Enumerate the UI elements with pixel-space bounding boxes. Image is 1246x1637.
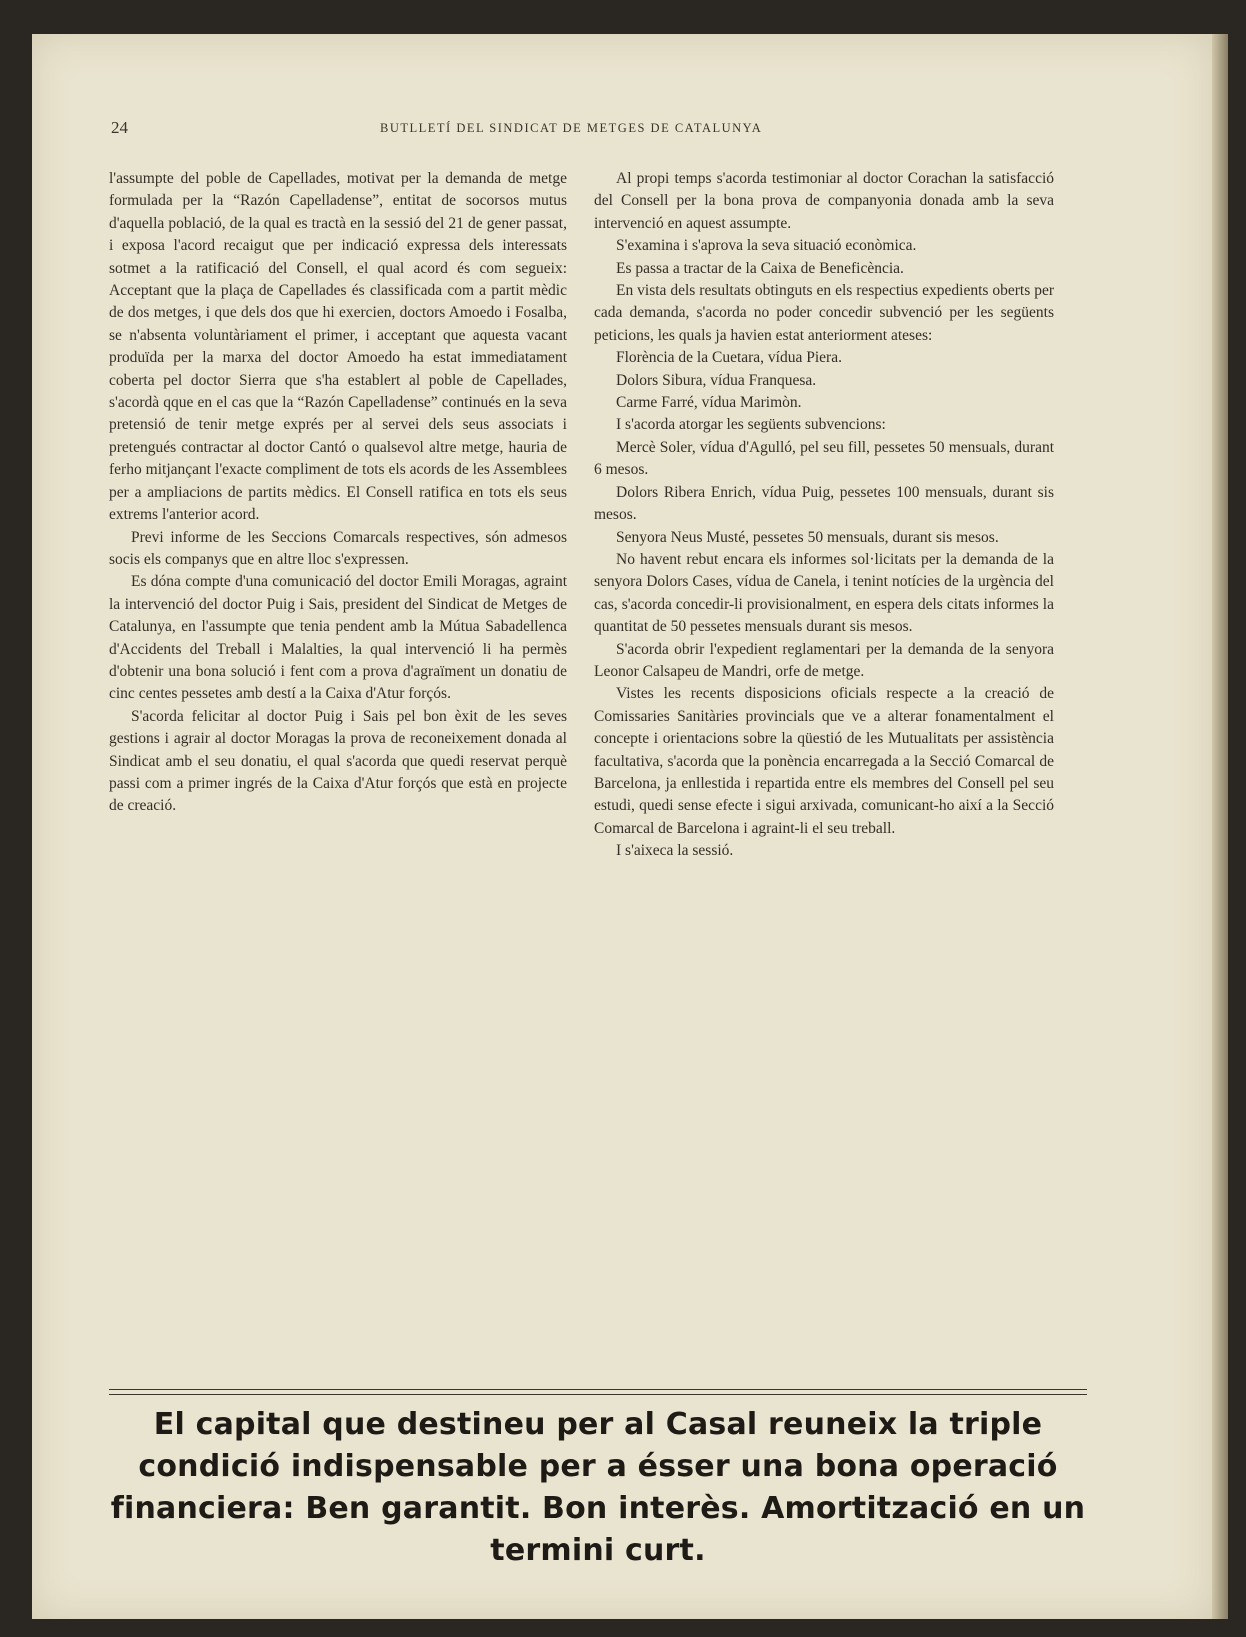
paragraph: Es passa a tractar de la Caixa de Beneficència. [616, 259, 904, 277]
paragraph: S'acorda felicitar al doctor Puig i Sais pel bon èxit de les seves gestions i agrair al doctor Moragas la prova de reconeixement donada al Sindicat amb el seu donatiu, el qual s'acorda que quedi reservat perquè passi com a primer ingrés de la Caixa d'Atur forçós que està en projecte de creació. [109, 707, 567, 815]
paragraph: No havent rebut encara els informes sol·licitats per la demanda de la senyora Dolors Cases, vídua de Canela, i tenint notícies de la urgència del cas, s'acorda concedir-li provisionalment, en espera dels citats informes la quantitat de 50 pessetes mensuals durant sis mesos. [594, 550, 1054, 636]
paragraph: S'examina i s'aprova la seva situació econòmica. [616, 237, 917, 255]
paragraph: I s'acorda atorgar les següents subvencions: [616, 416, 886, 434]
paragraph: Mercè Soler, vídua d'Agulló, pel seu fill, pessetes 50 mensuals, durant 6 mesos. [594, 438, 1054, 479]
paragraph: Florència de la Cuetara, vídua Piera. [616, 349, 842, 367]
paragraph: Carme Farré, vídua Marimòn. [616, 394, 802, 412]
divider-rule [109, 1389, 1087, 1390]
divider-rule [109, 1394, 1087, 1395]
page-number: 24 [111, 118, 128, 137]
paragraph: I s'aixeca la sessió. [616, 842, 734, 860]
running-header: BUTLLETÍ DEL SINDICAT DE METGES DE CATALUNYA [380, 121, 763, 135]
promotional-notice: El capital que destineu per al Casal reuneix la triple condició indispensable per a ésser una bona operació financiera: Ben garantit. Bon interès. Amortització en un termini curt. [110, 1407, 1086, 1568]
left-column [109, 168, 567, 818]
paragraph: Es dóna compte d'una comunicació del doctor Emili Moragas, agraint la intervenció del doctor Puig i Sais, president del Sindicat de Metges de Catalunya, en l'assumpte que tenia pendent amb la Mútua Sabadellenca d'Accidents del Treball i Malalties, la qual intervenció li ha permès d'obtenir una bona solució i fent com a prova d'agraïment un donatiu de cinc centes pessetes amb destí a la Caixa d'Atur forçós. [109, 573, 567, 703]
paragraph: l'assumpte del poble de Capellades, motivat per la demanda de metge formulada per la “Razón Capelladense”, entitat de socorsos mutus d'aquella població, de la qual es tractà en la sessió del 21 de gener passat, i exposa l'acord recaigut que per indicació expressa dels interessats sotmet a la ratificació del Consell, el qual acord és com segueix: Acceptant que la plaça de Capellades és classificada com a partit mèdic de dos metges, i que dels dos que hi exercien, doctors Amoedo i Fosalba, se n'absenta voluntàriament el primer, i acceptant que aquesta vacant produïda per la marxa del doctor Amoedo ha estat immediatament coberta pel doctor Sierra que s'ha establert al poble de Capellades, s'acordà qque en el cas que la “Razón Capelladense” continués en la seva pretensió de tenir metge exprés per al servei dels seus associats i pretengués contractar al doctor Cantó o qualsevol altre metge, hauria de ferho mitjançant l'exacte compliment de tots els acords de les Assemblees per a ampliacions de partits mèdics. El Consell ratifica en tots els seus extrems l'anterior acord. [109, 170, 567, 524]
paragraph: Senyora Neus Musté, pessetes 50 mensuals, durant sis mesos. [616, 528, 999, 546]
paragraph: Dolors Sibura, vídua Franquesa. [616, 371, 817, 389]
paragraph: En vista dels resultats obtinguts en els respectius expedients oberts per cada demanda, s'acorda no poder concedir subvenció per les següents peticions, les quals ja havien estat anteriorment ateses: [594, 282, 1054, 344]
paragraph: S'acorda obrir l'expedient reglamentari per la demanda de la senyora Leonor Calsapeu de Mandri, orfe de metge. [594, 640, 1054, 680]
right-column [594, 168, 1054, 863]
page-edge [1212, 34, 1228, 1619]
paragraph: Al propi temps s'acorda testimoniar al doctor Corachan la satisfacció del Consell per la bona prova de companyonia donada amb la seva intervenció en aquest assumpte. [594, 170, 1054, 232]
paragraph: Vistes les recents disposicions oficials respecte a la creació de Comissaries Sanitàries provincials que ve a alterar fonamentalment el concepte i orientacions sobre la qüestió de les Mutualitats per assistència facultativa, s'acorda que la ponència encarregada a la Secció Comarcal de Barcelona, ja enllestida i repartida entre els membres del Consell pel seu estudi, quedi sense efecte i sigui arxivada, comunicant-ho així a la Secció Comarcal de Barcelona i agraint-li el seu treball. [594, 685, 1054, 837]
paragraph: Dolors Ribera Enrich, vídua Puig, pessetes 100 mensuals, durant sis mesos. [594, 483, 1054, 524]
paragraph: Previ informe de les Seccions Comarcals respectives, són admesos socis els companys que en altre lloc s'expressen. [109, 528, 567, 568]
